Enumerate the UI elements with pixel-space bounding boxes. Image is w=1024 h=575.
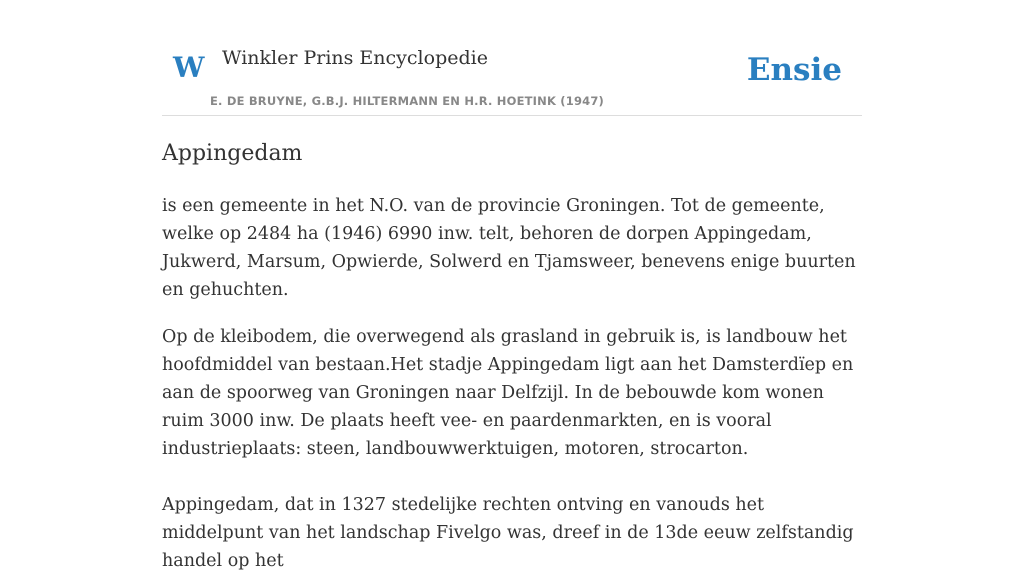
ensie-logo-link[interactable]: Ensie	[746, 52, 842, 88]
source-authors: E. DE BRUYNE, G.B.J. HILTERMANN EN H.R. HOETINK (1947)	[210, 94, 605, 108]
article-title: Appingedam	[162, 141, 303, 166]
source-header	[162, 0, 862, 116]
article-paragraph: Op de kleibodem, die overwegend als grasland in gebruik is, is landbouw het hoofdmiddel van bestaan.Het stadje Appingedam ligt aan het Damsterdïep en aan de spoorweg van Groningen naar Delfzijl. In de bebouwde kom wonen ruim 3000 inw. De plaats heeft vee- en paardenmarkten, en is vooral industrieplaats: steen, landbouwwerktuigen, motoren, strocarton.	[162, 327, 854, 459]
article-paragraph: is een gemeente in het N.O. van de provincie Groningen. Tot de gemeente, welke op 2484 ha (1946) 6990 inw. telt, behoren de dorpen Appingedam, Jukwerd, Marsum, Opwierde, Solwerd en Tjamsweer, benevens enige buurten en gehuchten.	[162, 196, 856, 300]
winkler-prins-logo[interactable]: W	[173, 51, 205, 84]
article-body	[162, 192, 862, 575]
source-title[interactable]: Winkler Prins Encyclopedie	[222, 47, 488, 69]
article-paragraph: Appingedam, dat in 1327 stedelijke rechten ontving en vanouds het middelpunt van het landschap Fivelgo was, dreef in de 13de eeuw zelfstandig handel op het	[162, 495, 854, 571]
content-container	[162, 0, 862, 571]
